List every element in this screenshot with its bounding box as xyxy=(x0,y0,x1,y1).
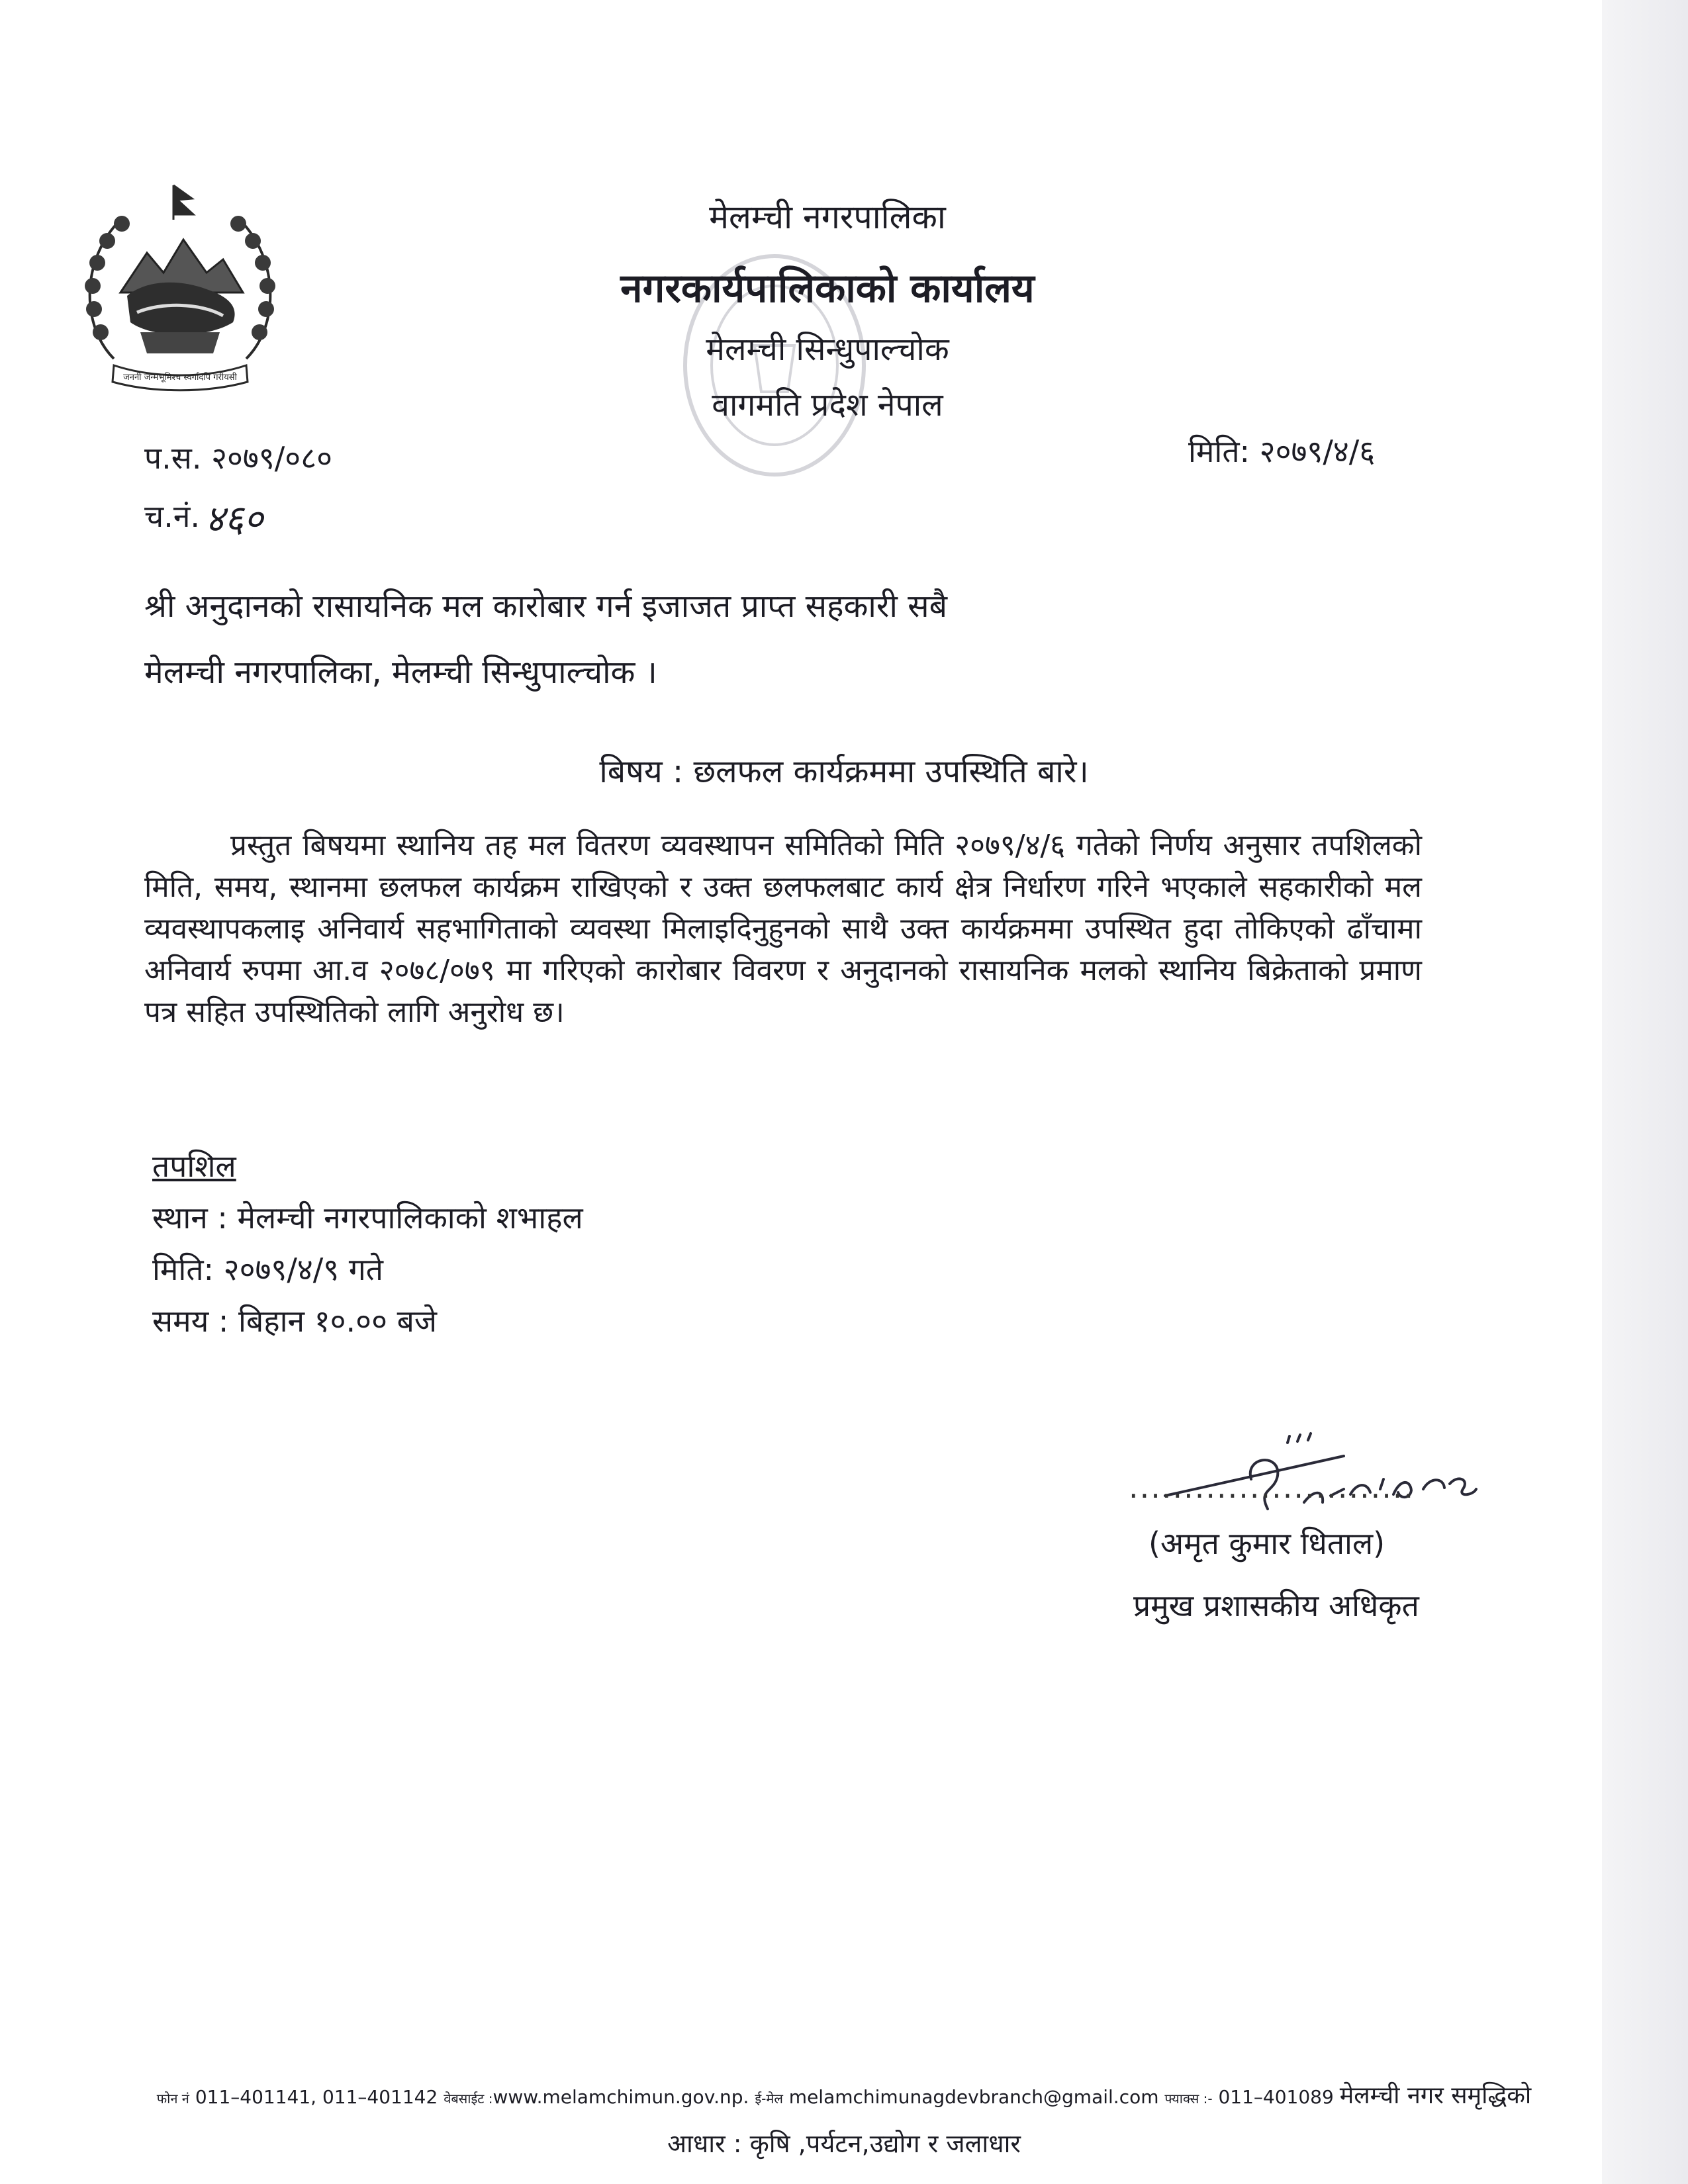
footer-slogan-line-2: आधार : कृषि ,पर्यटन,उद्योग र जलाधार xyxy=(667,2129,1021,2158)
body-paragraph: प्रस्तुत बिषयमा स्थानिय तह मल वितरण व्यवस्थापन समितिको मिति २०७९/४/६ गतेको निर्णय अनुसार तपशिलको मिति, समय, स्थानमा छलफल कार्यक्रम राखिएको र उक्त छलफलबाट कार्य क्षेत्र निर्धारण गरिने भएकाले सहकारीको मल व्यवस्थापकलाइ अनिवार्य सहभागिताको व्यवस्था मिलाइदिनुहुनको साथै उक्त कार्यक्रममा उपस्थित हुदा तोकिएको ढाँचामा अनिवार्य रुपमा आ.व २०७८/०७९ मा गरिएको कारोबार विवरण र अनुदानको रासायनिक मलको स्थानिय बिक्रेताको प्रमाण पत्र सहित उपस्थितिको लागि अनुरोध छ। xyxy=(144,829,1422,1029)
details-section xyxy=(152,1145,583,1351)
footer-slogan: मेलम्ची नगर समृद्धिको xyxy=(1339,2082,1532,2109)
dispatch-label: च.नं. xyxy=(144,498,200,534)
signatory-title: प्रमुख प्रशासकीय अधिकृत xyxy=(1133,1588,1419,1623)
province-name: वागमति प्रदेश नेपाल xyxy=(712,387,943,424)
dispatch-number-handwritten: ४६० xyxy=(205,498,263,541)
letter-subject: बिषय : छलफल कार्यक्रममा उपस्थिति बारे। xyxy=(599,753,1089,790)
letter-body xyxy=(144,825,1422,1033)
office-address: मेलम्ची सिन्धुपाल्चोक xyxy=(706,331,949,368)
fiscal-year-reference: प.स. २०७९/०८० xyxy=(144,440,333,476)
website-label: वेबसाईट : xyxy=(444,2091,493,2107)
letter-date: मिति: २०७९/४/६ xyxy=(1188,433,1376,469)
office-title: नगरकार्यपालिकाको कार्यालय xyxy=(620,265,1035,312)
email-address: melamchimunagdevbranch@gmail.com xyxy=(788,2086,1159,2108)
nepal-emblem-logo xyxy=(74,180,286,405)
addressee-line-2: मेलम्ची नगरपालिका, मेलम्ची सिन्धुपाल्चोक । xyxy=(144,654,657,691)
footer-contact xyxy=(0,2078,1688,2111)
fax-label: फ्याक्स :- xyxy=(1164,2091,1213,2107)
phone-numbers: 011–401141, 011–401142 xyxy=(195,2086,438,2108)
details-heading: तपशिल xyxy=(152,1148,236,1184)
municipality-name: मेलम्ची नगरपालिका xyxy=(709,198,946,236)
phone-label: फोन नं xyxy=(156,2091,189,2107)
details-time: समय : बिहान १०.०० बजे xyxy=(152,1303,438,1339)
svg-text:जननी जन्मभूमिश्च स्वर्गादपि गर: जननी जन्मभूमिश्च स्वर्गादपि गरीयसी xyxy=(123,373,237,383)
details-place: स्थान : मेलम्ची नगरपालिकाको शभाहल xyxy=(152,1200,583,1236)
scan-edge xyxy=(1602,0,1688,2184)
details-date: मिति: २०७९/४/९ गते xyxy=(152,1251,383,1287)
signature-dotted-line: .......................... xyxy=(1129,1469,1415,1505)
signatory-name: (अमृत कुमार धिताल) xyxy=(1149,1525,1385,1561)
website-url: www.melamchimun.gov.np. xyxy=(492,2086,749,2108)
email-label: ई-मेल xyxy=(755,2091,783,2107)
fax-number: 011–401089 xyxy=(1218,2086,1334,2108)
addressee-line-1: श्री अनुदानको रासायनिक मल कारोबार गर्न इजाजत प्राप्त सहकारी सबै xyxy=(144,588,948,625)
